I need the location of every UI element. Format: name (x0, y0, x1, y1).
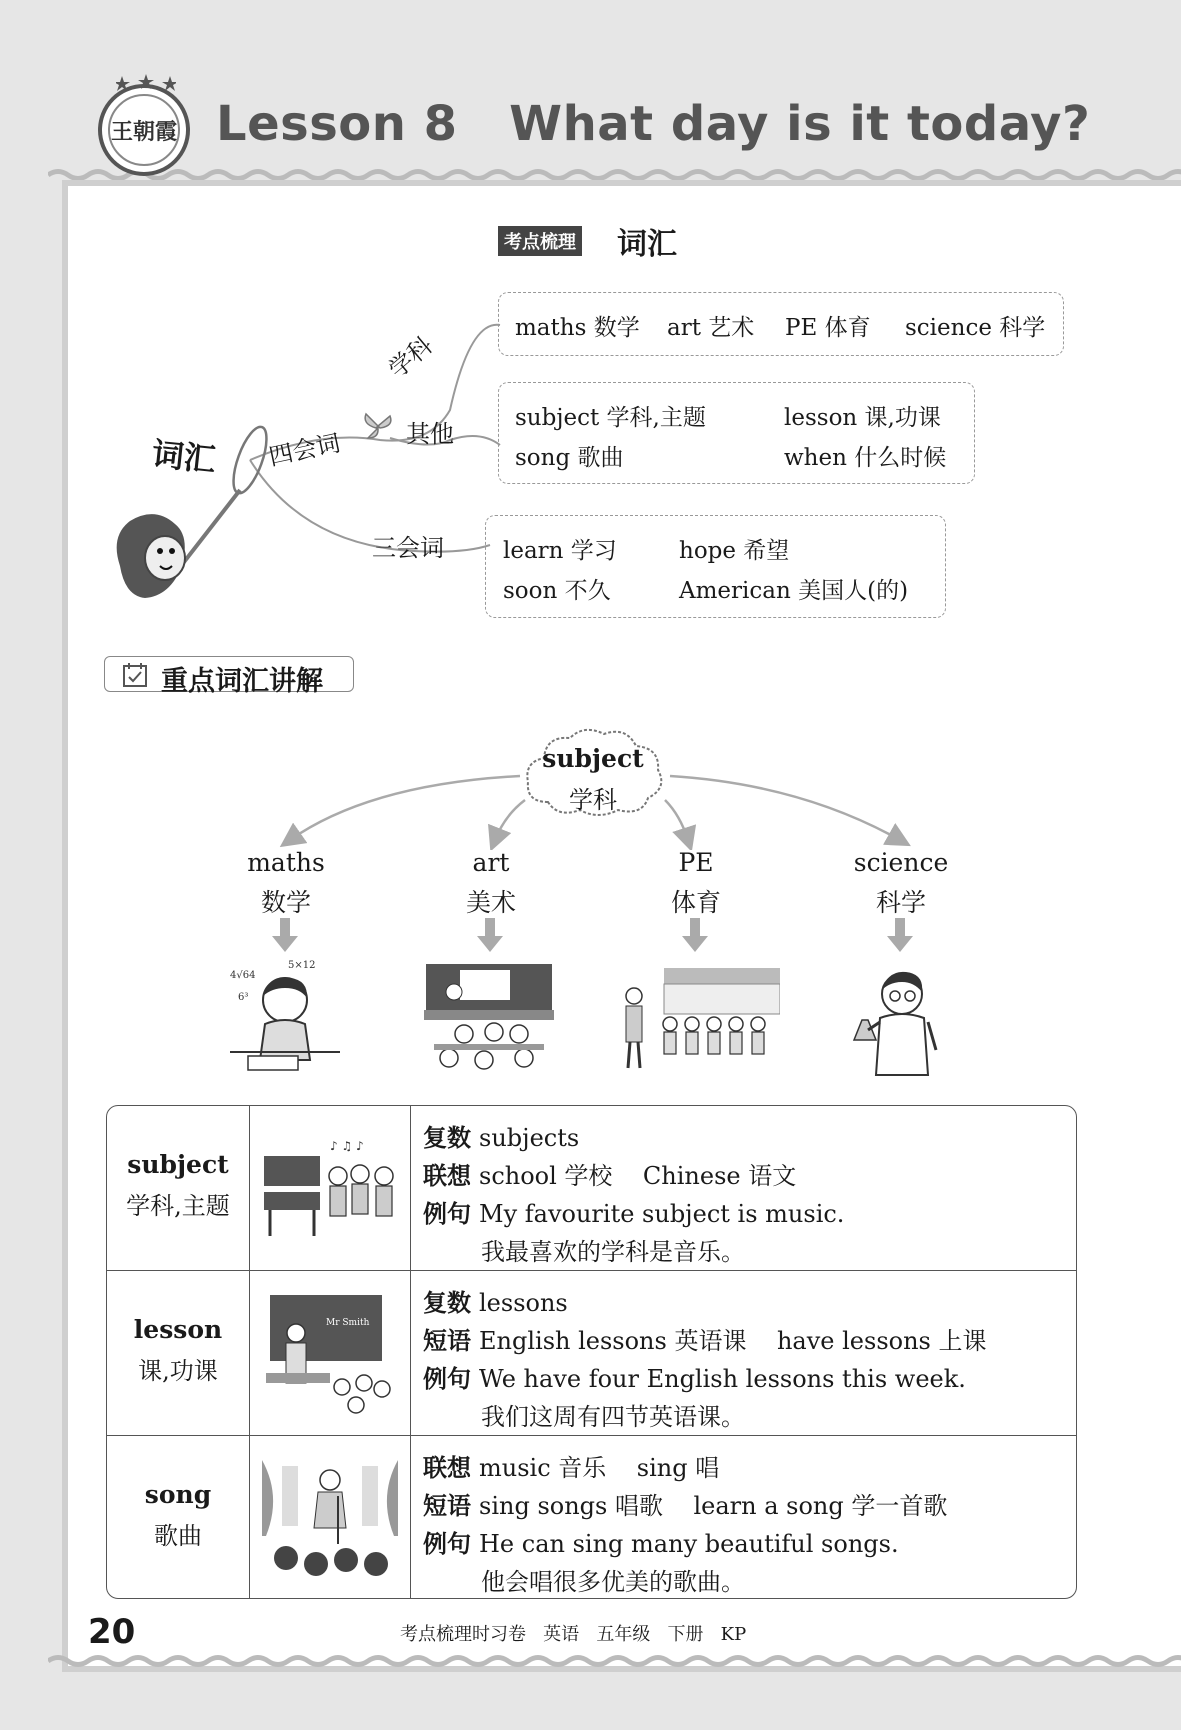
detail-line (423, 1283, 568, 1318)
mindmap-center: 词汇 (149, 434, 218, 480)
word: lesson (133, 1315, 223, 1344)
picture-cell (250, 1436, 411, 1599)
svg-text:♪ ♫ ♪: ♪ ♫ ♪ (330, 1139, 364, 1153)
other-box (498, 382, 975, 484)
subject-en: PE (678, 848, 714, 877)
brand-logo (98, 84, 190, 176)
other-box-item: when 什么时候 (784, 445, 947, 471)
detail-label: 例句 (423, 1200, 471, 1228)
detail-label: 短语 (423, 1492, 471, 1520)
word: subject (127, 1150, 229, 1179)
subject-item-maths (216, 848, 356, 919)
detail-label: 复数 (423, 1289, 471, 1317)
cloud-word: subject (542, 744, 644, 773)
picture-cell (250, 1106, 411, 1270)
word-meaning: 课,功课 (138, 1357, 218, 1385)
three-skill-box (485, 515, 946, 618)
svg-text:5×12: 5×12 (288, 960, 316, 971)
subject-cn: 科学 (875, 888, 926, 917)
detail-text: school 学校 Chinese 语文 (479, 1162, 797, 1190)
detail-line (423, 1156, 796, 1191)
word-meaning: 歌曲 (154, 1522, 202, 1550)
subjects-box (498, 292, 1064, 356)
detail-line (423, 1321, 987, 1356)
detail-label: 短语 (423, 1327, 471, 1355)
subject-cn: 美术 (465, 888, 516, 917)
subjects-box-item: science 科学 (905, 315, 1046, 341)
picture-cell (250, 1271, 411, 1435)
three-box-item: hope 希望 (679, 538, 790, 564)
subjects-box-item: art 艺术 (667, 315, 755, 341)
detail-line (423, 1448, 719, 1483)
detail-text: 我最喜欢的学科是音乐。 (481, 1238, 745, 1266)
word-cell (107, 1106, 250, 1270)
butterfly-icon (360, 408, 396, 444)
subject-en: science (853, 848, 949, 877)
detail-text: We have four English lessons this week. (479, 1365, 966, 1393)
cloud-meaning: 学科 (569, 786, 617, 814)
detail-line (423, 1359, 966, 1394)
detail-line (481, 1232, 745, 1267)
table-row (107, 1106, 1076, 1271)
calendar-check-icon (121, 661, 149, 689)
singer-stage-illustration (262, 1456, 398, 1580)
detail-text: 他会唱很多优美的歌曲。 (481, 1568, 745, 1596)
subject-en: maths (247, 848, 325, 877)
detail-line (423, 1194, 844, 1229)
subjects-box-item: PE 体育 (785, 315, 871, 341)
mindmap-three-skill: 三会词 (372, 534, 444, 562)
detail-line (481, 1397, 745, 1432)
three-box-item: learn 学习 (503, 538, 617, 564)
detail-cell (411, 1436, 1076, 1599)
cloud-arrows (270, 770, 930, 850)
word: song (144, 1480, 212, 1509)
section-title: 词汇 (617, 227, 677, 262)
other-box-item: subject 学科,主题 (515, 405, 706, 431)
table-row (107, 1271, 1076, 1436)
other-box-item: song 歌曲 (515, 445, 624, 471)
detail-text: English lessons 英语课 have lessons 上课 (479, 1327, 987, 1355)
detail-line (423, 1118, 579, 1153)
pe-class-illustration (620, 966, 780, 1076)
detail-label: 联想 (423, 1162, 471, 1190)
subject-item-art (421, 848, 561, 919)
detail-text: lessons (479, 1289, 568, 1317)
page-number: 20 (88, 1612, 136, 1652)
table-row (107, 1436, 1076, 1599)
word-meaning: 学科,主题 (126, 1192, 230, 1220)
detail-label: 联想 (423, 1454, 471, 1482)
detail-line (423, 1524, 899, 1559)
key-vocab-header (104, 656, 354, 697)
lesson-classroom-illustration (266, 1291, 394, 1415)
word-cell (107, 1271, 250, 1435)
music-class-illustration (260, 1136, 400, 1240)
detail-line (423, 1486, 947, 1521)
svg-text:6³: 6³ (238, 992, 249, 1003)
svg-text:4√64: 4√64 (230, 970, 256, 981)
hedgehog-icon (110, 506, 200, 606)
detail-label: 复数 (423, 1124, 471, 1152)
detail-label: 例句 (423, 1365, 471, 1393)
three-box-item: American 美国人(的) (679, 578, 909, 604)
subject-cn: 体育 (670, 888, 721, 917)
subjects-box-item: maths 数学 (515, 315, 640, 341)
vocab-table (106, 1105, 1077, 1599)
subject-item-pe (626, 848, 766, 919)
mindmap-branch-subject: 学科 (383, 331, 438, 384)
brand-logo-text: 王朝霞 (108, 94, 180, 166)
detail-text: subjects (479, 1124, 580, 1152)
detail-text: sing songs 唱歌 learn a song 学一首歌 (479, 1492, 948, 1520)
key-vocab-title: 重点词汇讲解 (161, 666, 323, 697)
section-badge: 考点梳理 (498, 226, 582, 256)
mindmap-branch-other: 其他 (406, 420, 454, 448)
art-class-illustration (424, 962, 554, 1077)
logo-stars-icon (116, 74, 176, 92)
detail-text: He can sing many beautiful songs. (479, 1530, 899, 1558)
detail-line (481, 1562, 745, 1597)
detail-cell (411, 1106, 1076, 1270)
detail-text: My favourite subject is music. (479, 1200, 845, 1228)
mindmap-four-skill: 四会词 (266, 428, 343, 472)
detail-cell (411, 1271, 1076, 1435)
page-title: Lesson 8 What day is it today? (216, 96, 1091, 152)
word-cell (107, 1436, 250, 1599)
other-box-item: lesson 课,功课 (784, 405, 941, 431)
three-box-item: soon 不久 (503, 578, 611, 604)
svg-text:Mr Smith: Mr Smith (326, 1318, 370, 1328)
detail-text: 我们这周有四节英语课。 (481, 1403, 745, 1431)
subject-en: art (472, 848, 510, 877)
detail-text: music 音乐 sing 唱 (479, 1454, 720, 1482)
bottom-wave-border (48, 1654, 1181, 1668)
science-scientist-illustration (840, 960, 950, 1080)
maths-student-illustration (230, 960, 340, 1080)
subject-item-science (831, 848, 971, 919)
subject-cn: 数学 (260, 888, 311, 917)
detail-label: 例句 (423, 1530, 471, 1558)
down-arrows (260, 918, 920, 954)
footer-text: 考点梳理时习卷 英语 五年级 下册 KP (400, 1624, 747, 1645)
